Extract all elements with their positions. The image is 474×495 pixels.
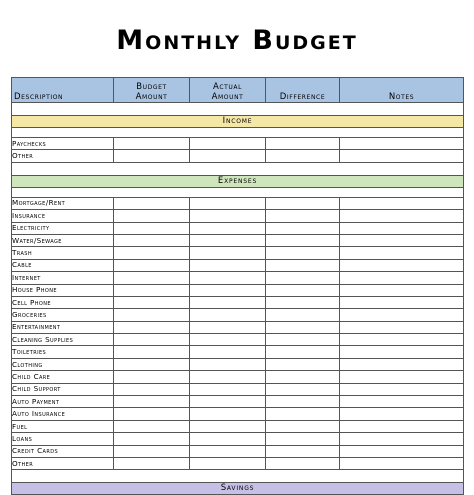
income-section-header: Income bbox=[12, 116, 464, 128]
column-header-row bbox=[12, 78, 464, 103]
expense-item-label: Clothing bbox=[12, 358, 114, 370]
expense-difference-cell[interactable] bbox=[266, 296, 340, 308]
expense-item-label: Auto Insurance bbox=[12, 408, 114, 420]
expense-item-label: Cleaning Supplies bbox=[12, 334, 114, 346]
column-header-actual-amount: Actual Amount bbox=[190, 78, 266, 103]
income-notes-cell[interactable] bbox=[340, 138, 464, 150]
expense-actual-amount-cell[interactable] bbox=[190, 396, 266, 408]
expense-notes-cell[interactable] bbox=[340, 371, 464, 383]
expense-difference-cell[interactable] bbox=[266, 247, 340, 259]
expense-budget-amount-cell[interactable] bbox=[114, 284, 190, 296]
expense-item-label: Auto Payment bbox=[12, 396, 114, 408]
expense-row bbox=[12, 309, 464, 321]
expense-item-label: Cell Phone bbox=[12, 296, 114, 308]
expense-budget-amount-cell[interactable] bbox=[114, 433, 190, 445]
expense-notes-cell[interactable] bbox=[340, 296, 464, 308]
expense-item-label: Entertainment bbox=[12, 321, 114, 333]
expense-budget-amount-cell[interactable] bbox=[114, 259, 190, 271]
expense-notes-cell[interactable] bbox=[340, 247, 464, 259]
expense-actual-amount-cell[interactable] bbox=[190, 420, 266, 432]
expense-notes-cell[interactable] bbox=[340, 433, 464, 445]
expense-actual-amount-cell[interactable] bbox=[190, 445, 266, 457]
expense-item-label: Loans bbox=[12, 433, 114, 445]
expense-budget-amount-cell[interactable] bbox=[114, 383, 190, 395]
expense-budget-amount-cell[interactable] bbox=[114, 222, 190, 234]
expense-actual-amount-cell[interactable] bbox=[190, 321, 266, 333]
income-budget-amount-cell[interactable] bbox=[114, 150, 190, 162]
expense-difference-cell[interactable] bbox=[266, 197, 340, 209]
section-spacer bbox=[12, 187, 464, 197]
expense-row bbox=[12, 433, 464, 445]
expense-notes-cell[interactable] bbox=[340, 445, 464, 457]
expense-item-label: Credit Cards bbox=[12, 445, 114, 457]
expense-item-label: Mortgage/Rent bbox=[12, 197, 114, 209]
expense-notes-cell[interactable] bbox=[340, 197, 464, 209]
expense-notes-cell[interactable] bbox=[340, 420, 464, 432]
expense-actual-amount-cell[interactable] bbox=[190, 210, 266, 222]
section-spacer bbox=[12, 470, 464, 483]
income-row bbox=[12, 138, 464, 150]
expense-row bbox=[12, 197, 464, 209]
expense-actual-amount-cell[interactable] bbox=[190, 222, 266, 234]
expense-notes-cell[interactable] bbox=[340, 457, 464, 469]
expense-budget-amount-cell[interactable] bbox=[114, 234, 190, 246]
expenses-section-header: Expenses bbox=[12, 175, 464, 187]
section-spacer bbox=[12, 162, 464, 175]
expense-item-label: Child Care bbox=[12, 371, 114, 383]
income-budget-amount-cell[interactable] bbox=[114, 138, 190, 150]
expense-budget-amount-cell[interactable] bbox=[114, 210, 190, 222]
expense-row bbox=[12, 383, 464, 395]
expense-actual-amount-cell[interactable] bbox=[190, 371, 266, 383]
expense-actual-amount-cell[interactable] bbox=[190, 383, 266, 395]
expense-row bbox=[12, 210, 464, 222]
expense-item-label: Water/Sewage bbox=[12, 234, 114, 246]
savings-section-header: Savings bbox=[12, 483, 464, 495]
income-item-label: Paychecks bbox=[12, 138, 114, 150]
expense-notes-cell[interactable] bbox=[340, 334, 464, 346]
expense-notes-cell[interactable] bbox=[340, 222, 464, 234]
expense-row bbox=[12, 272, 464, 284]
column-header-difference: Difference bbox=[266, 78, 340, 103]
expense-item-label: House Phone bbox=[12, 284, 114, 296]
expense-actual-amount-cell[interactable] bbox=[190, 433, 266, 445]
expense-item-label: Trash bbox=[12, 247, 114, 259]
budget-sheet bbox=[11, 77, 463, 495]
expense-difference-cell[interactable] bbox=[266, 408, 340, 420]
income-actual-amount-cell[interactable] bbox=[190, 150, 266, 162]
expense-difference-cell[interactable] bbox=[266, 383, 340, 395]
expense-difference-cell[interactable] bbox=[266, 433, 340, 445]
expense-difference-cell[interactable] bbox=[266, 334, 340, 346]
expense-item-label: Toiletries bbox=[12, 346, 114, 358]
expense-difference-cell[interactable] bbox=[266, 346, 340, 358]
expense-row bbox=[12, 396, 464, 408]
expense-budget-amount-cell[interactable] bbox=[114, 457, 190, 469]
expense-budget-amount-cell[interactable] bbox=[114, 321, 190, 333]
expense-difference-cell[interactable] bbox=[266, 284, 340, 296]
expense-notes-cell[interactable] bbox=[340, 272, 464, 284]
expense-actual-amount-cell[interactable] bbox=[190, 408, 266, 420]
expense-difference-cell[interactable] bbox=[266, 420, 340, 432]
expense-row bbox=[12, 420, 464, 432]
income-actual-amount-cell[interactable] bbox=[190, 138, 266, 150]
page-title: Monthly Budget bbox=[116, 25, 358, 56]
expense-difference-cell[interactable] bbox=[266, 396, 340, 408]
expense-budget-amount-cell[interactable] bbox=[114, 197, 190, 209]
income-difference-cell[interactable] bbox=[266, 150, 340, 162]
expense-row bbox=[12, 346, 464, 358]
expense-actual-amount-cell[interactable] bbox=[190, 334, 266, 346]
expense-difference-cell[interactable] bbox=[266, 222, 340, 234]
expense-budget-amount-cell[interactable] bbox=[114, 272, 190, 284]
expense-notes-cell[interactable] bbox=[340, 396, 464, 408]
expense-notes-cell[interactable] bbox=[340, 234, 464, 246]
expense-notes-cell[interactable] bbox=[340, 383, 464, 395]
expense-item-label: Child Support bbox=[12, 383, 114, 395]
expense-row bbox=[12, 259, 464, 271]
expense-item-label: Fuel bbox=[12, 420, 114, 432]
column-header-notes: Notes bbox=[340, 78, 464, 103]
expense-difference-cell[interactable] bbox=[266, 309, 340, 321]
expense-difference-cell[interactable] bbox=[266, 358, 340, 370]
expense-actual-amount-cell[interactable] bbox=[190, 247, 266, 259]
expense-budget-amount-cell[interactable] bbox=[114, 371, 190, 383]
expense-item-label: Internet bbox=[12, 272, 114, 284]
column-header-budget-amount: Budget Amount bbox=[114, 78, 190, 103]
expense-actual-amount-cell[interactable] bbox=[190, 346, 266, 358]
expense-row bbox=[12, 296, 464, 308]
expense-notes-cell[interactable] bbox=[340, 309, 464, 321]
expense-difference-cell[interactable] bbox=[266, 234, 340, 246]
expense-budget-amount-cell[interactable] bbox=[114, 396, 190, 408]
expense-notes-cell[interactable] bbox=[340, 346, 464, 358]
expense-row bbox=[12, 334, 464, 346]
expense-row bbox=[12, 321, 464, 333]
expense-actual-amount-cell[interactable] bbox=[190, 197, 266, 209]
expense-item-label: Other bbox=[12, 457, 114, 469]
income-difference-cell[interactable] bbox=[266, 138, 340, 150]
column-header-description: Description bbox=[12, 78, 114, 103]
income-item-label: Other bbox=[12, 150, 114, 162]
expense-actual-amount-cell[interactable] bbox=[190, 309, 266, 321]
expense-notes-cell[interactable] bbox=[340, 259, 464, 271]
expense-actual-amount-cell[interactable] bbox=[190, 358, 266, 370]
expense-difference-cell[interactable] bbox=[266, 371, 340, 383]
expense-budget-amount-cell[interactable] bbox=[114, 334, 190, 346]
expense-actual-amount-cell[interactable] bbox=[190, 296, 266, 308]
expense-difference-cell[interactable] bbox=[266, 210, 340, 222]
expense-notes-cell[interactable] bbox=[340, 358, 464, 370]
expense-budget-amount-cell[interactable] bbox=[114, 358, 190, 370]
expense-row bbox=[12, 234, 464, 246]
expense-notes-cell[interactable] bbox=[340, 321, 464, 333]
expense-item-label: Insurance bbox=[12, 210, 114, 222]
expense-budget-amount-cell[interactable] bbox=[114, 247, 190, 259]
budget-table bbox=[11, 77, 464, 495]
section-spacer bbox=[12, 128, 464, 138]
expense-row bbox=[12, 445, 464, 457]
expense-difference-cell[interactable] bbox=[266, 445, 340, 457]
expense-item-label: Cable bbox=[12, 259, 114, 271]
expense-actual-amount-cell[interactable] bbox=[190, 284, 266, 296]
expense-row bbox=[12, 284, 464, 296]
expense-row bbox=[12, 358, 464, 370]
expense-item-label: Electricity bbox=[12, 222, 114, 234]
expense-actual-amount-cell[interactable] bbox=[190, 234, 266, 246]
expense-budget-amount-cell[interactable] bbox=[114, 408, 190, 420]
expense-actual-amount-cell[interactable] bbox=[190, 259, 266, 271]
expense-budget-amount-cell[interactable] bbox=[114, 346, 190, 358]
expense-budget-amount-cell[interactable] bbox=[114, 420, 190, 432]
expense-row bbox=[12, 408, 464, 420]
expense-budget-amount-cell[interactable] bbox=[114, 445, 190, 457]
expense-actual-amount-cell[interactable] bbox=[190, 272, 266, 284]
expense-difference-cell[interactable] bbox=[266, 457, 340, 469]
expense-difference-cell[interactable] bbox=[266, 272, 340, 284]
income-notes-cell[interactable] bbox=[340, 150, 464, 162]
expense-row bbox=[12, 371, 464, 383]
expense-row bbox=[12, 457, 464, 469]
expense-budget-amount-cell[interactable] bbox=[114, 296, 190, 308]
expense-difference-cell[interactable] bbox=[266, 321, 340, 333]
expense-difference-cell[interactable] bbox=[266, 259, 340, 271]
expense-row bbox=[12, 222, 464, 234]
expense-notes-cell[interactable] bbox=[340, 284, 464, 296]
expense-notes-cell[interactable] bbox=[340, 408, 464, 420]
expense-budget-amount-cell[interactable] bbox=[114, 309, 190, 321]
expense-row bbox=[12, 247, 464, 259]
expense-item-label: Groceries bbox=[12, 309, 114, 321]
expense-actual-amount-cell[interactable] bbox=[190, 457, 266, 469]
expense-notes-cell[interactable] bbox=[340, 210, 464, 222]
income-row bbox=[12, 150, 464, 162]
